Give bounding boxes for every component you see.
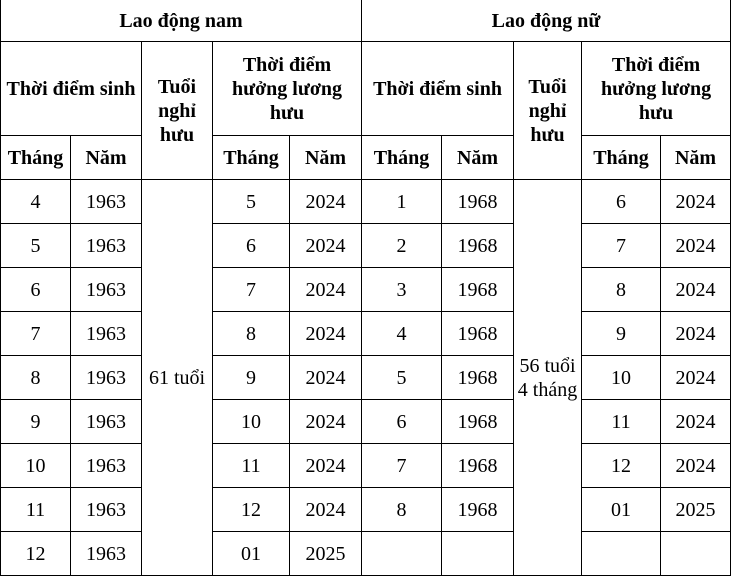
male-birth-year-cell: 1963 xyxy=(71,532,142,576)
female-birth-year-cell xyxy=(442,532,514,576)
male-birth-month-header: Tháng xyxy=(1,136,71,180)
female-pension-month-cell: 9 xyxy=(582,312,661,356)
female-pension-month-cell: 8 xyxy=(582,268,661,312)
subheader-row xyxy=(1,136,731,180)
male-pension-year-cell: 2024 xyxy=(290,444,362,488)
female-pension-year-cell: 2024 xyxy=(661,268,731,312)
female-pension-month-cell: 12 xyxy=(582,444,661,488)
male-pension-month-cell: 5 xyxy=(213,180,290,224)
table-row xyxy=(1,400,731,444)
male-birth-year-cell: 1963 xyxy=(71,224,142,268)
male-pension-month-cell: 9 xyxy=(213,356,290,400)
group-header-row xyxy=(1,0,731,42)
male-pension-year-cell: 2024 xyxy=(290,268,362,312)
male-birth-year-cell: 1963 xyxy=(71,312,142,356)
female-birth-year-header: Năm xyxy=(442,136,514,180)
female-birth-year-cell: 1968 xyxy=(442,312,514,356)
male-pension-month-cell: 11 xyxy=(213,444,290,488)
female-pension-time-header: Thời điểm hưởng lương hưu xyxy=(582,42,731,136)
female-group-header: Lao động nữ xyxy=(362,0,731,42)
male-pension-month-header: Tháng xyxy=(213,136,290,180)
male-birth-month-cell: 7 xyxy=(1,312,71,356)
male-retire-age-header: Tuổi nghỉ hưu xyxy=(142,42,213,180)
female-pension-year-cell: 2025 xyxy=(661,488,731,532)
male-birth-month-cell: 11 xyxy=(1,488,71,532)
male-pension-month-cell: 8 xyxy=(213,312,290,356)
male-pension-year-cell: 2024 xyxy=(290,488,362,532)
table-row xyxy=(1,268,731,312)
male-birth-month-cell: 12 xyxy=(1,532,71,576)
female-pension-year-cell xyxy=(661,532,731,576)
female-birth-year-cell: 1968 xyxy=(442,224,514,268)
female-pension-month-cell xyxy=(582,532,661,576)
male-birth-year-cell: 1963 xyxy=(71,268,142,312)
female-birth-month-cell: 3 xyxy=(362,268,442,312)
male-birth-year-cell: 1963 xyxy=(71,444,142,488)
male-birth-month-cell: 8 xyxy=(1,356,71,400)
male-pension-year-cell: 2025 xyxy=(290,532,362,576)
female-birth-month-header: Tháng xyxy=(362,136,442,180)
male-birth-month-cell: 6 xyxy=(1,268,71,312)
female-birth-month-cell: 8 xyxy=(362,488,442,532)
female-birth-year-cell: 1968 xyxy=(442,268,514,312)
female-pension-month-cell: 10 xyxy=(582,356,661,400)
female-pension-month-cell: 01 xyxy=(582,488,661,532)
male-birth-year-cell: 1963 xyxy=(71,400,142,444)
male-pension-time-header: Thời điểm hưởng lương hưu xyxy=(213,42,362,136)
table-row xyxy=(1,224,731,268)
male-pension-year-cell: 2024 xyxy=(290,224,362,268)
female-pension-year-cell: 2024 xyxy=(661,356,731,400)
female-birth-month-cell xyxy=(362,532,442,576)
male-pension-month-cell: 10 xyxy=(213,400,290,444)
male-pension-month-cell: 7 xyxy=(213,268,290,312)
female-pension-year-cell: 2024 xyxy=(661,224,731,268)
male-group-header: Lao động nam xyxy=(1,0,362,42)
table-row xyxy=(1,444,731,488)
female-birth-month-cell: 6 xyxy=(362,400,442,444)
male-birth-month-cell: 4 xyxy=(1,180,71,224)
female-pension-year-cell: 2024 xyxy=(661,444,731,488)
female-birth-month-cell: 1 xyxy=(362,180,442,224)
male-pension-year-header: Năm xyxy=(290,136,362,180)
table-body xyxy=(1,0,731,576)
male-pension-year-cell: 2024 xyxy=(290,180,362,224)
female-pension-month-cell: 6 xyxy=(582,180,661,224)
female-birth-year-cell: 1968 xyxy=(442,444,514,488)
male-pension-year-cell: 2024 xyxy=(290,400,362,444)
female-pension-year-cell: 2024 xyxy=(661,400,731,444)
male-pension-year-cell: 2024 xyxy=(290,356,362,400)
female-birth-month-cell: 7 xyxy=(362,444,442,488)
male-pension-month-cell: 12 xyxy=(213,488,290,532)
female-birth-time-header: Thời điểm sinh xyxy=(362,42,514,136)
female-pension-month-header: Tháng xyxy=(582,136,661,180)
male-birth-year-cell: 1963 xyxy=(71,488,142,532)
table-row xyxy=(1,180,731,224)
female-pension-month-cell: 11 xyxy=(582,400,661,444)
female-birth-month-cell: 4 xyxy=(362,312,442,356)
male-birth-year-header: Năm xyxy=(71,136,142,180)
female-retire-age-value: 56 tuổi 4 tháng xyxy=(514,180,582,576)
female-birth-month-cell: 5 xyxy=(362,356,442,400)
female-birth-year-cell: 1968 xyxy=(442,180,514,224)
male-birth-time-header: Thời điểm sinh xyxy=(1,42,142,136)
male-pension-month-cell: 01 xyxy=(213,532,290,576)
table-row xyxy=(1,488,731,532)
female-pension-year-cell: 2024 xyxy=(661,180,731,224)
table-row xyxy=(1,356,731,400)
female-pension-year-header: Năm xyxy=(661,136,731,180)
male-birth-year-cell: 1963 xyxy=(71,180,142,224)
male-pension-month-cell: 6 xyxy=(213,224,290,268)
male-retire-age-value: 61 tuổi xyxy=(142,180,213,576)
male-birth-month-cell: 5 xyxy=(1,224,71,268)
female-pension-year-cell: 2024 xyxy=(661,312,731,356)
male-birth-month-cell: 9 xyxy=(1,400,71,444)
female-birth-month-cell: 2 xyxy=(362,224,442,268)
female-retire-age-header: Tuổi nghỉ hưu xyxy=(514,42,582,180)
table-row xyxy=(1,312,731,356)
column-header-row xyxy=(1,42,731,136)
female-birth-year-cell: 1968 xyxy=(442,356,514,400)
male-pension-year-cell: 2024 xyxy=(290,312,362,356)
male-birth-year-cell: 1963 xyxy=(71,356,142,400)
male-birth-month-cell: 10 xyxy=(1,444,71,488)
table-row xyxy=(1,532,731,576)
female-pension-month-cell: 7 xyxy=(582,224,661,268)
female-birth-year-cell: 1968 xyxy=(442,400,514,444)
female-birth-year-cell: 1968 xyxy=(442,488,514,532)
